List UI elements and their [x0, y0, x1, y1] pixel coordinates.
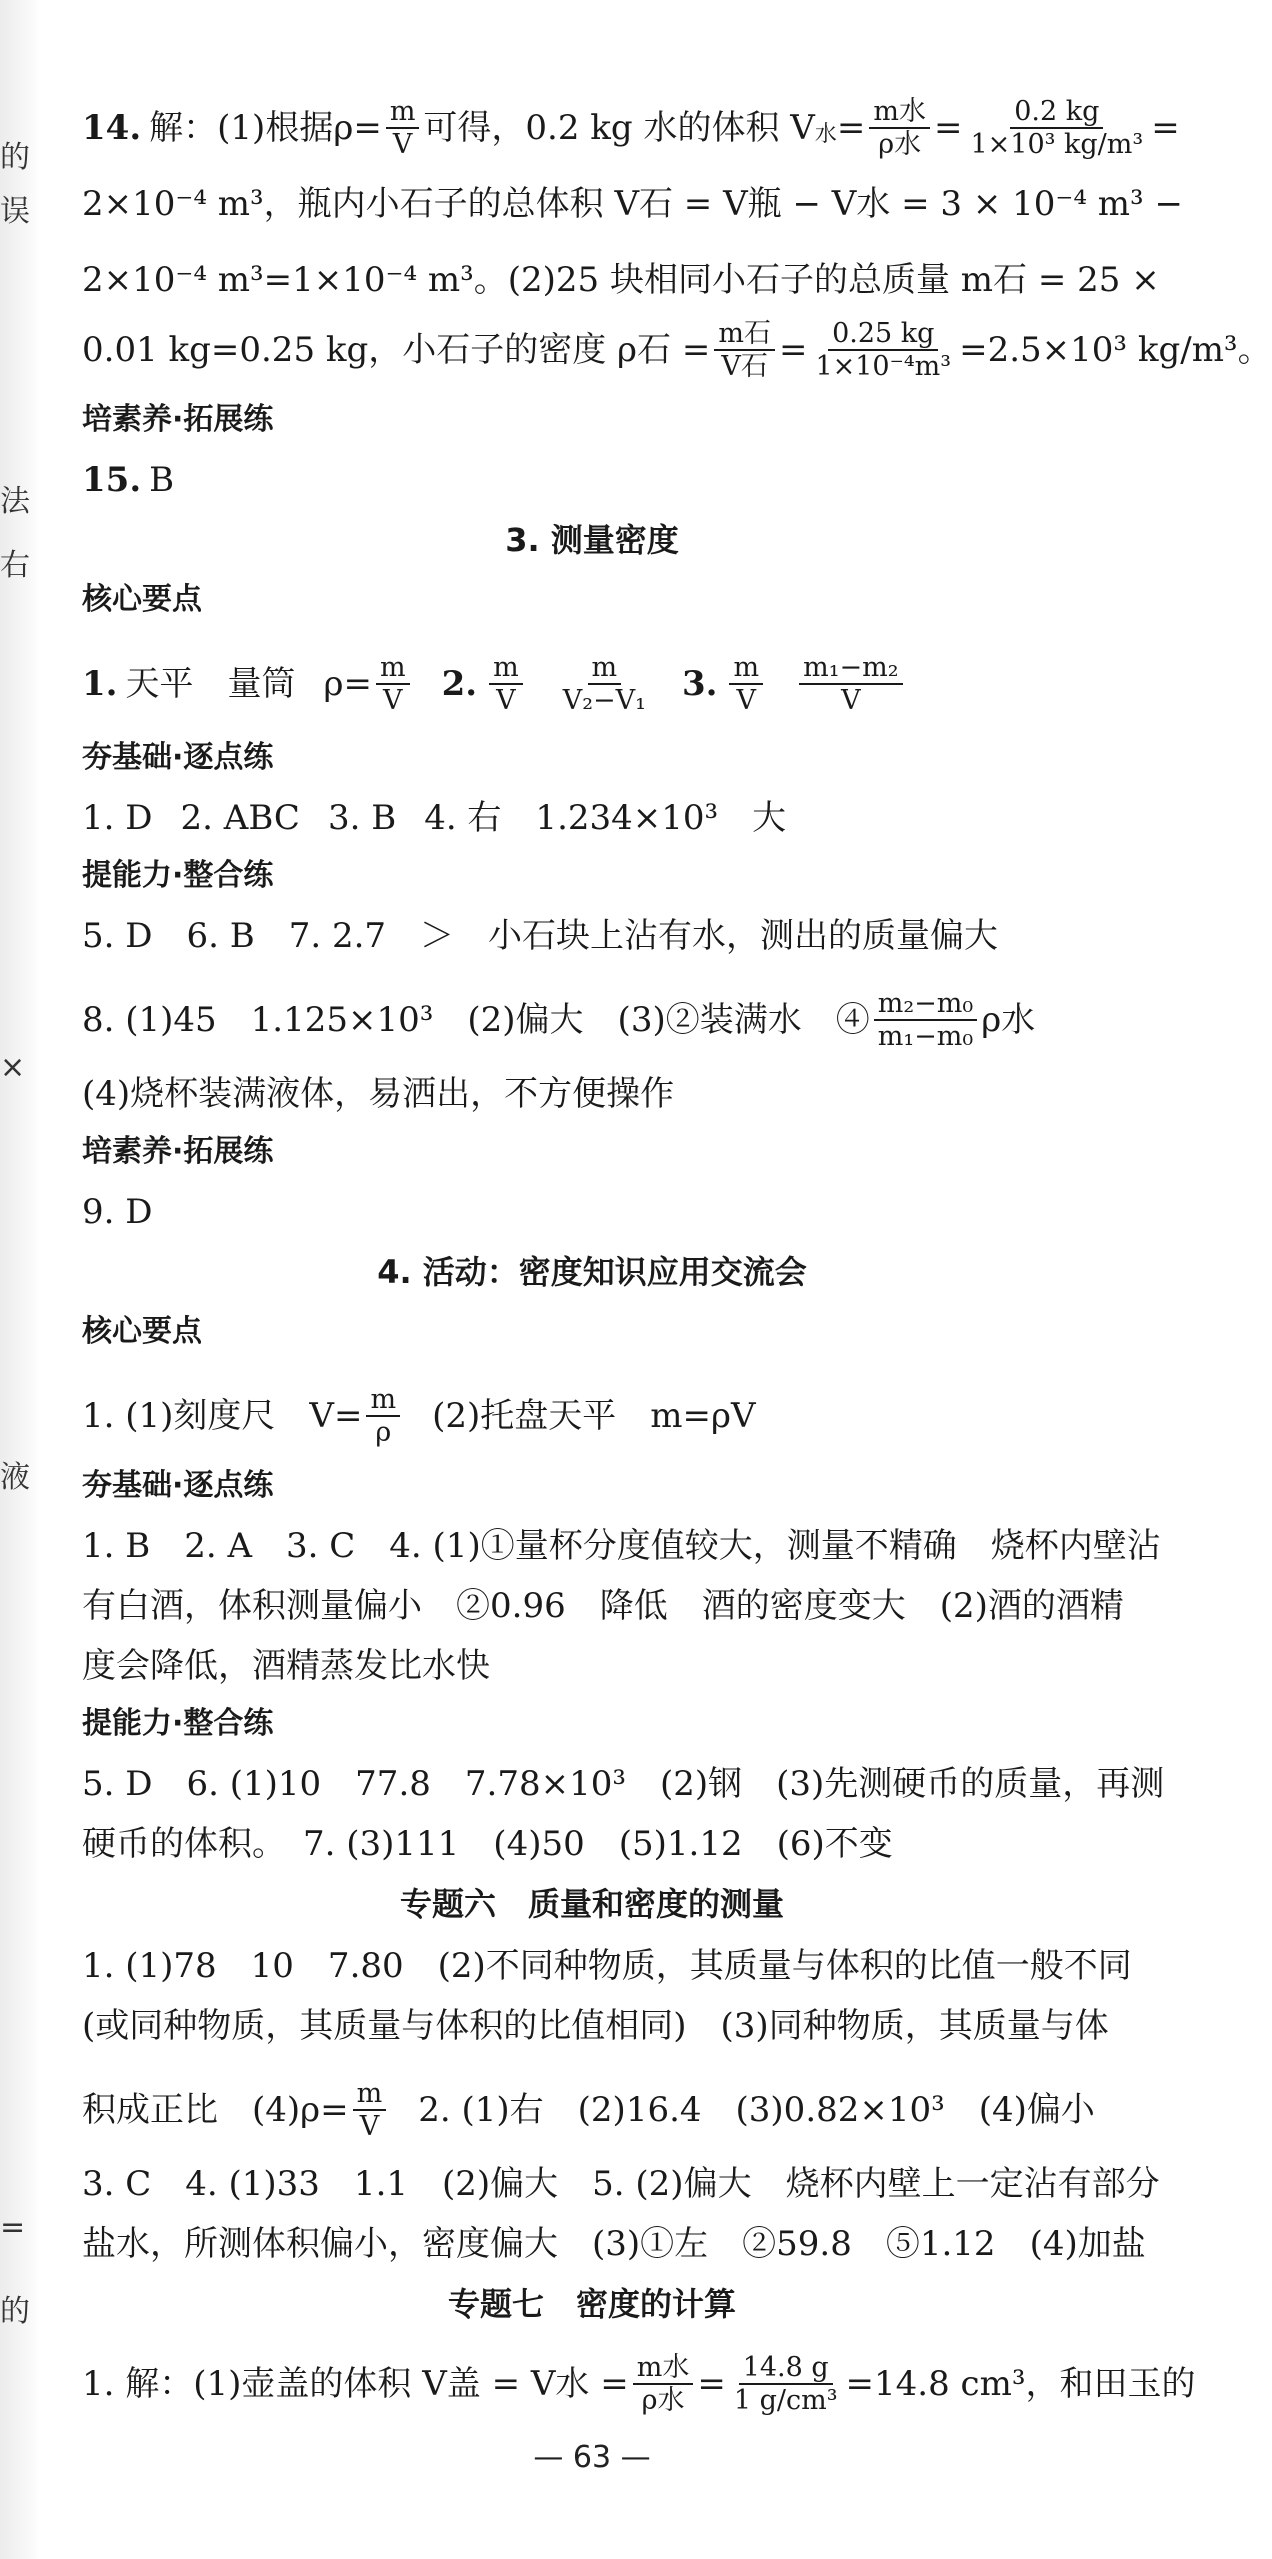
denominator: V: [359, 2111, 380, 2143]
answer-line: 度会降低，酒精蒸发比水快: [82, 1646, 490, 1686]
text: 0.01 kg=0.25 kg，小石子的密度 ρ石 =: [82, 330, 711, 371]
numerator: m₁−m₂: [799, 652, 902, 685]
numerator: m石: [714, 318, 775, 351]
section-heading: 夯基础·逐点练: [82, 1468, 274, 1503]
chapter-title: 专题七 密度的计算: [447, 2285, 736, 2323]
numerator: m: [386, 96, 420, 129]
numerator: m: [489, 652, 523, 685]
fraction: [730, 2352, 842, 2416]
fraction: [729, 652, 763, 716]
formula: ρ=: [333, 108, 382, 149]
answer-line: (4)烧杯装满液体，易洒出，不方便操作: [82, 1074, 675, 1114]
text: 积成正比 (4)ρ=: [82, 2090, 349, 2131]
numerator: m水: [869, 96, 930, 129]
text: 1. 解：(1)壶盖的体积 V盖 = V水 =: [82, 2364, 629, 2405]
fraction: [966, 96, 1147, 160]
section-heading: 夯基础·逐点练: [82, 740, 274, 775]
answer-line: 有白酒，体积测量偏小 ②0.96 降低 酒的密度变大 (2)酒的酒精: [82, 1586, 1124, 1626]
numerator: m: [353, 2078, 387, 2111]
formula: ρ=: [323, 664, 372, 705]
answer-line: [82, 456, 1102, 504]
answer: 3. B: [327, 798, 397, 838]
denominator: V: [383, 685, 403, 717]
section-heading: 培素养·拓展练: [82, 1134, 274, 1169]
numerator: m: [366, 1384, 400, 1417]
numerator: m: [729, 652, 763, 685]
edge-char: 法: [0, 484, 30, 519]
denominator: V: [496, 685, 516, 717]
numerator: 14.8 g: [739, 2352, 833, 2385]
question-number: 14.: [82, 108, 142, 149]
answer: B: [149, 460, 175, 500]
key-points-line: [82, 1384, 1102, 1448]
numerator: m₂−m₀: [874, 988, 977, 1021]
answer-line: [82, 794, 1102, 842]
text: =: [697, 2364, 726, 2405]
text: 天平 量筒: [125, 664, 296, 705]
answer-line: 9. D: [82, 1192, 153, 1232]
answer-line: [82, 988, 1102, 1052]
answer-line: 硬币的体积。 7. (3)111 (4)50 (5)1.12 (6)不变: [82, 1824, 893, 1864]
question-number: 1.: [82, 664, 118, 705]
text: =: [1151, 108, 1180, 149]
denominator: ρ水: [878, 129, 922, 161]
text: 可得，0.2 kg 水的体积 V: [423, 108, 815, 149]
question-number: 15.: [82, 460, 142, 500]
edge-char: 误: [0, 194, 30, 229]
fraction: [353, 2078, 387, 2142]
denominator: 1 g/cm³: [733, 2385, 838, 2417]
edge-char: 的: [0, 2294, 30, 2329]
fraction: [799, 652, 902, 716]
denominator: ρ: [375, 1417, 392, 1449]
page-number: — 63 —: [533, 2440, 651, 2475]
key-points-line: [82, 652, 1102, 716]
text: ρ水: [981, 1000, 1036, 1041]
denominator: V: [736, 685, 757, 717]
fraction: [559, 652, 650, 716]
answer-line: [82, 2078, 1102, 2142]
denominator: V: [392, 129, 413, 161]
section-heading: 核心要点: [82, 582, 202, 617]
text: 1. (1)刻度尺 V=: [82, 1396, 363, 1437]
section-heading: 培素养·拓展练: [82, 402, 274, 437]
denominator: V石: [721, 351, 768, 383]
text: (2)托盘天平 m=ρV: [432, 1396, 756, 1437]
answer: 4. 右 1.234×10³ 大: [424, 798, 787, 838]
answer-line: 盐水，所测体积偏小，密度偏大 (3)①左 ②59.8 ⑤1.12 (4)加盐: [82, 2224, 1146, 2264]
text: 2. (1)右 (2)16.4 (3)0.82×10³ (4)偏小: [418, 2090, 1095, 2131]
numerator: 0.25 kg: [828, 318, 938, 351]
section-heading: 提能力·整合练: [82, 1706, 274, 1741]
denominator: V₂−V₁: [562, 685, 646, 717]
fraction: [366, 1384, 400, 1448]
answer-line: 5. D 6. (1)10 77.8 7.78×10³ (2)钢 (3)先测硬币的质量，再测: [82, 1764, 1165, 1804]
answer-line: (或同种物质，其质量与体积的比值相同) (3)同种物质，其质量与体: [82, 2006, 1109, 2046]
fraction: [386, 96, 420, 160]
fraction: [633, 2352, 694, 2416]
q14-line-2: 2×10⁻⁴ m³，瓶内小石子的总体积 V石 = V瓶 − V水 = 3 × 10⁻⁴ m³ −: [82, 184, 1183, 224]
answer-line: 5. D 6. B 7. 2.7 ＞ 小石块上沾有水，测出的质量偏大: [82, 916, 999, 956]
numerator: m: [588, 652, 622, 685]
chapter-title: 3. 测量密度: [505, 521, 679, 559]
text: 8. (1)45 1.125×10³ (2)偏大 (3)②装满水 ④: [82, 1000, 870, 1041]
denominator: 1×10⁻⁴m³: [815, 351, 952, 383]
edge-char: ×: [0, 1050, 26, 1085]
fraction: [489, 652, 523, 716]
denominator: m₁−m₀: [877, 1021, 974, 1053]
section-heading: 提能力·整合练: [82, 858, 274, 893]
q14-line-3: 2×10⁻⁴ m³=1×10⁻⁴ m³。(2)25 块相同小石子的总质量 m石 = 25 ×: [82, 260, 1160, 300]
denominator: V: [841, 685, 861, 717]
fraction: [874, 988, 977, 1052]
edge-char: 右: [0, 548, 30, 583]
denominator: 1×10³ kg/m³: [970, 129, 1144, 161]
question-number: 3.: [681, 664, 718, 705]
chapter-title: 4. 活动：密度知识应用交流会: [377, 1253, 807, 1291]
answer-line: [82, 2352, 1196, 2417]
edge-char: =: [0, 2210, 26, 2245]
subscript: 水: [814, 122, 837, 148]
numerator: m水: [633, 2352, 694, 2385]
question-number: 2.: [441, 664, 478, 705]
answer-line: 1. (1)78 10 7.80 (2)不同种物质，其质量与体积的比值一般不同: [82, 1946, 1132, 1986]
fraction: [376, 652, 410, 716]
numerator: 0.2 kg: [1010, 96, 1103, 129]
text: =: [778, 330, 808, 371]
denominator: ρ水: [641, 2385, 685, 2417]
answer: 2. ABC: [180, 798, 300, 838]
text: 解：(1)根据: [149, 108, 334, 149]
answer-line: 3. C 4. (1)33 1.1 (2)偏大 5. (2)偏大 烧杯内壁上一定沾有部分: [82, 2164, 1160, 2204]
q14-line-4: [82, 318, 1272, 383]
answer-line: 1. B 2. A 3. C 4. (1)①量杯分度值较大，测量不精确 烧杯内壁沾: [82, 1526, 1161, 1566]
fraction: [869, 96, 930, 160]
left-page-edge: [0, 0, 40, 2559]
fraction: [714, 318, 775, 382]
text: =: [933, 108, 963, 149]
answer: 1. D: [82, 798, 153, 838]
edge-char: 液: [0, 1460, 30, 1495]
text: =14.8 cm³，和田玉的: [845, 2364, 1196, 2405]
edge-char: 的: [0, 140, 30, 175]
fraction: [811, 318, 955, 382]
section-heading: 核心要点: [82, 1314, 202, 1349]
numerator: m: [376, 652, 410, 685]
chapter-title: 专题六 质量和密度的测量: [399, 1885, 784, 1923]
text: =: [836, 108, 866, 149]
text: =2.5×10³ kg/m³。: [959, 330, 1272, 371]
q14-line-1: [82, 96, 1180, 161]
